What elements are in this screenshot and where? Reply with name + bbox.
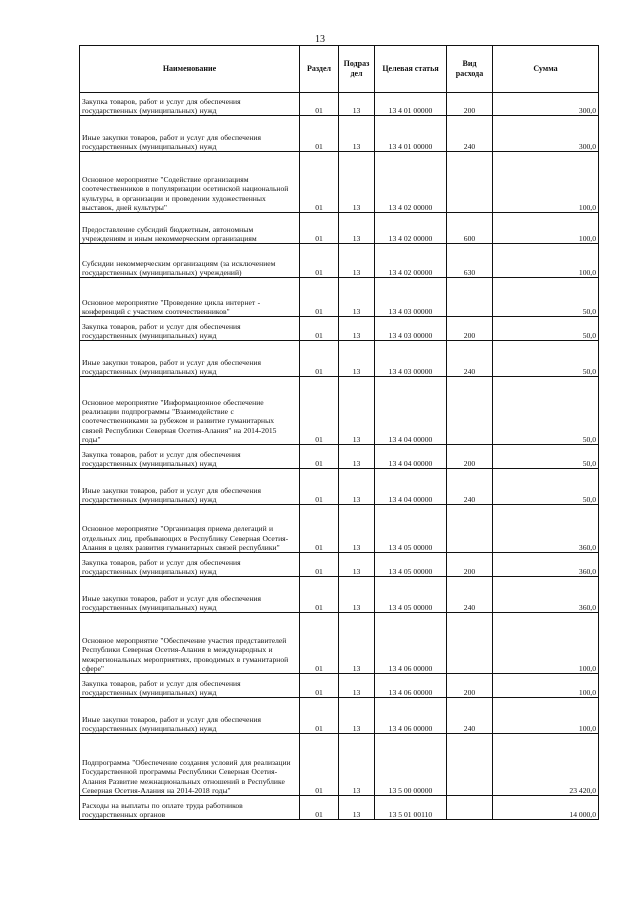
table-row bbox=[80, 213, 599, 244]
row-name-cell: Иные закупки товаров, работ и услуг для обеспечения государственных (муниципальных) нужд bbox=[80, 698, 300, 734]
table-row bbox=[80, 93, 599, 116]
row-subsection-cell: 13 bbox=[339, 698, 375, 734]
row-amount-cell: 360,0 bbox=[493, 577, 599, 613]
row-amount-cell: 300,0 bbox=[493, 116, 599, 152]
row-section-cell: 01 bbox=[300, 505, 339, 553]
row-section-cell: 01 bbox=[300, 796, 339, 820]
row-target-cell: 13 5 00 00000 bbox=[375, 734, 447, 796]
row-name-cell: Подпрограмма "Обеспечение создания условий для реализации Государственной программы Республики Северная Осетия-Алания Развитие межнациональных отношений в Республике Северная Осетия-Алания на 2014-2018 годы" bbox=[80, 734, 300, 796]
row-amount-cell: 50,0 bbox=[493, 469, 599, 505]
row-subsection-cell: 13 bbox=[339, 341, 375, 377]
row-subsection-cell: 13 bbox=[339, 213, 375, 244]
table-row bbox=[80, 341, 599, 377]
row-amount-cell: 50,0 bbox=[493, 278, 599, 317]
row-subsection-cell: 13 bbox=[339, 577, 375, 613]
row-target-cell: 13 4 03 00000 bbox=[375, 317, 447, 341]
row-target-cell: 13 4 04 00000 bbox=[375, 377, 447, 445]
row-expense-type-cell: 240 bbox=[447, 698, 493, 734]
col-header-amount: Сумма bbox=[493, 46, 599, 93]
row-expense-type-cell: 200 bbox=[447, 93, 493, 116]
row-expense-type-cell: 200 bbox=[447, 445, 493, 469]
row-subsection-cell: 13 bbox=[339, 469, 375, 505]
table-row bbox=[80, 796, 599, 820]
row-expense-type-cell: 630 bbox=[447, 244, 493, 278]
row-expense-type-cell: 600 bbox=[447, 213, 493, 244]
row-amount-cell: 50,0 bbox=[493, 317, 599, 341]
budget-table bbox=[79, 45, 599, 820]
table-row bbox=[80, 377, 599, 445]
row-target-cell: 13 4 02 00000 bbox=[375, 244, 447, 278]
row-section-cell: 01 bbox=[300, 377, 339, 445]
row-amount-cell: 50,0 bbox=[493, 445, 599, 469]
row-subsection-cell: 13 bbox=[339, 674, 375, 698]
row-section-cell: 01 bbox=[300, 244, 339, 278]
row-amount-cell: 50,0 bbox=[493, 377, 599, 445]
row-section-cell: 01 bbox=[300, 674, 339, 698]
row-target-cell: 13 4 01 00000 bbox=[375, 93, 447, 116]
table-row bbox=[80, 317, 599, 341]
table-row bbox=[80, 445, 599, 469]
row-target-cell: 13 4 03 00000 bbox=[375, 278, 447, 317]
col-header-target: Целевая статья bbox=[375, 46, 447, 93]
row-expense-type-cell bbox=[447, 734, 493, 796]
row-amount-cell: 100,0 bbox=[493, 152, 599, 213]
col-header-expense-type: Вид расхода bbox=[447, 46, 493, 93]
row-amount-cell: 14 000,0 bbox=[493, 796, 599, 820]
row-target-cell: 13 4 04 00000 bbox=[375, 469, 447, 505]
table-row bbox=[80, 469, 599, 505]
row-section-cell: 01 bbox=[300, 445, 339, 469]
table-row bbox=[80, 674, 599, 698]
row-section-cell: 01 bbox=[300, 116, 339, 152]
row-amount-cell: 100,0 bbox=[493, 244, 599, 278]
row-target-cell: 13 4 05 00000 bbox=[375, 577, 447, 613]
row-subsection-cell: 13 bbox=[339, 93, 375, 116]
row-section-cell: 01 bbox=[300, 341, 339, 377]
row-section-cell: 01 bbox=[300, 317, 339, 341]
row-name-cell: Основное мероприятие "Организация приема делегаций и отдельных лиц, пребывающих в Республику Северная Осетия-Алания в целях развития гуманитарных связей республики" bbox=[80, 505, 300, 553]
row-expense-type-cell: 240 bbox=[447, 577, 493, 613]
row-section-cell: 01 bbox=[300, 553, 339, 577]
row-expense-type-cell: 200 bbox=[447, 317, 493, 341]
row-section-cell: 01 bbox=[300, 613, 339, 674]
col-header-name: Наименование bbox=[80, 46, 300, 93]
row-section-cell: 01 bbox=[300, 577, 339, 613]
row-subsection-cell: 13 bbox=[339, 278, 375, 317]
row-amount-cell: 100,0 bbox=[493, 613, 599, 674]
row-target-cell: 13 5 01 00110 bbox=[375, 796, 447, 820]
row-target-cell: 13 4 06 00000 bbox=[375, 613, 447, 674]
row-name-cell: Иные закупки товаров, работ и услуг для обеспечения государственных (муниципальных) нужд bbox=[80, 469, 300, 505]
row-target-cell: 13 4 01 00000 bbox=[375, 116, 447, 152]
row-amount-cell: 100,0 bbox=[493, 674, 599, 698]
table-row bbox=[80, 244, 599, 278]
row-name-cell: Закупка товаров, работ и услуг для обеспечения государственных (муниципальных) нужд bbox=[80, 553, 300, 577]
row-subsection-cell: 13 bbox=[339, 317, 375, 341]
page-number: 13 bbox=[315, 34, 325, 45]
table-row bbox=[80, 116, 599, 152]
row-subsection-cell: 13 bbox=[339, 613, 375, 674]
row-section-cell: 01 bbox=[300, 734, 339, 796]
row-expense-type-cell bbox=[447, 613, 493, 674]
row-subsection-cell: 13 bbox=[339, 734, 375, 796]
row-expense-type-cell: 240 bbox=[447, 341, 493, 377]
table-row bbox=[80, 613, 599, 674]
row-subsection-cell: 13 bbox=[339, 152, 375, 213]
row-name-cell: Закупка товаров, работ и услуг для обеспечения государственных (муниципальных) нужд bbox=[80, 93, 300, 116]
row-section-cell: 01 bbox=[300, 93, 339, 116]
row-name-cell: Основное мероприятие "Проведение цикла интернет - конференций с участием соотечественников" bbox=[80, 278, 300, 317]
row-name-cell: Основное мероприятие "Обеспечение участия представителей Республики Северная Осетия-Алания в международных и межрегиональных мероприятиях, проводимых в гуманитарной сфере" bbox=[80, 613, 300, 674]
row-expense-type-cell: 200 bbox=[447, 674, 493, 698]
row-subsection-cell: 13 bbox=[339, 796, 375, 820]
row-target-cell: 13 4 02 00000 bbox=[375, 152, 447, 213]
row-name-cell: Основное мероприятие "Информационное обеспечение реализации подпрограммы "Взаимодействие с соотечественниками за рубежом и развитие гуманитарных связей Республики Северная Осетия-Алания" на 2014-2015 годы" bbox=[80, 377, 300, 445]
row-expense-type-cell: 240 bbox=[447, 469, 493, 505]
row-target-cell: 13 4 03 00000 bbox=[375, 341, 447, 377]
row-expense-type-cell: 240 bbox=[447, 116, 493, 152]
table-row bbox=[80, 553, 599, 577]
table-row bbox=[80, 577, 599, 613]
row-subsection-cell: 13 bbox=[339, 116, 375, 152]
col-header-subsection: Подраз дел bbox=[339, 46, 375, 93]
row-subsection-cell: 13 bbox=[339, 553, 375, 577]
row-amount-cell: 100,0 bbox=[493, 698, 599, 734]
row-expense-type-cell: 200 bbox=[447, 553, 493, 577]
row-target-cell: 13 4 04 00000 bbox=[375, 445, 447, 469]
row-section-cell: 01 bbox=[300, 469, 339, 505]
row-name-cell: Предоставление субсидий бюджетным, автономным учреждениям и иным некоммерческим организациям bbox=[80, 213, 300, 244]
row-name-cell: Субсидии некоммерческим организациям (за исключением государственных (муниципальных) учреждений) bbox=[80, 244, 300, 278]
row-name-cell: Основное мероприятие "Содействие организациям соотечественников в популяризации осетинской национальной культуры, в организации и проведении художественных выставок, дней культуры" bbox=[80, 152, 300, 213]
row-expense-type-cell bbox=[447, 152, 493, 213]
row-name-cell: Расходы на выплаты по оплате труда работников государственных органов bbox=[80, 796, 300, 820]
row-expense-type-cell bbox=[447, 505, 493, 553]
row-name-cell: Закупка товаров, работ и услуг для обеспечения государственных (муниципальных) нужд bbox=[80, 445, 300, 469]
row-target-cell: 13 4 05 00000 bbox=[375, 505, 447, 553]
row-amount-cell: 50,0 bbox=[493, 341, 599, 377]
table-row bbox=[80, 152, 599, 213]
row-target-cell: 13 4 06 00000 bbox=[375, 698, 447, 734]
row-name-cell: Иные закупки товаров, работ и услуг для обеспечения государственных (муниципальных) нужд bbox=[80, 341, 300, 377]
row-subsection-cell: 13 bbox=[339, 445, 375, 469]
row-name-cell: Закупка товаров, работ и услуг для обеспечения государственных (муниципальных) нужд bbox=[80, 317, 300, 341]
table-row bbox=[80, 278, 599, 317]
table-row bbox=[80, 734, 599, 796]
row-expense-type-cell bbox=[447, 377, 493, 445]
table-row bbox=[80, 505, 599, 553]
row-name-cell: Закупка товаров, работ и услуг для обеспечения государственных (муниципальных) нужд bbox=[80, 674, 300, 698]
row-name-cell: Иные закупки товаров, работ и услуг для обеспечения государственных (муниципальных) нужд bbox=[80, 577, 300, 613]
row-expense-type-cell bbox=[447, 796, 493, 820]
row-expense-type-cell bbox=[447, 278, 493, 317]
row-subsection-cell: 13 bbox=[339, 377, 375, 445]
row-target-cell: 13 4 02 00000 bbox=[375, 213, 447, 244]
row-section-cell: 01 bbox=[300, 152, 339, 213]
row-subsection-cell: 13 bbox=[339, 244, 375, 278]
row-amount-cell: 360,0 bbox=[493, 505, 599, 553]
row-target-cell: 13 4 05 00000 bbox=[375, 553, 447, 577]
row-subsection-cell: 13 bbox=[339, 505, 375, 553]
row-amount-cell: 23 420,0 bbox=[493, 734, 599, 796]
row-section-cell: 01 bbox=[300, 213, 339, 244]
table-row bbox=[80, 698, 599, 734]
col-header-section: Раздел bbox=[300, 46, 339, 93]
row-section-cell: 01 bbox=[300, 278, 339, 317]
row-amount-cell: 360,0 bbox=[493, 553, 599, 577]
table-body bbox=[80, 93, 599, 820]
row-amount-cell: 300,0 bbox=[493, 93, 599, 116]
row-amount-cell: 100,0 bbox=[493, 213, 599, 244]
row-name-cell: Иные закупки товаров, работ и услуг для обеспечения государственных (муниципальных) нужд bbox=[80, 116, 300, 152]
row-section-cell: 01 bbox=[300, 698, 339, 734]
table-header-row bbox=[80, 46, 599, 93]
row-target-cell: 13 4 06 00000 bbox=[375, 674, 447, 698]
